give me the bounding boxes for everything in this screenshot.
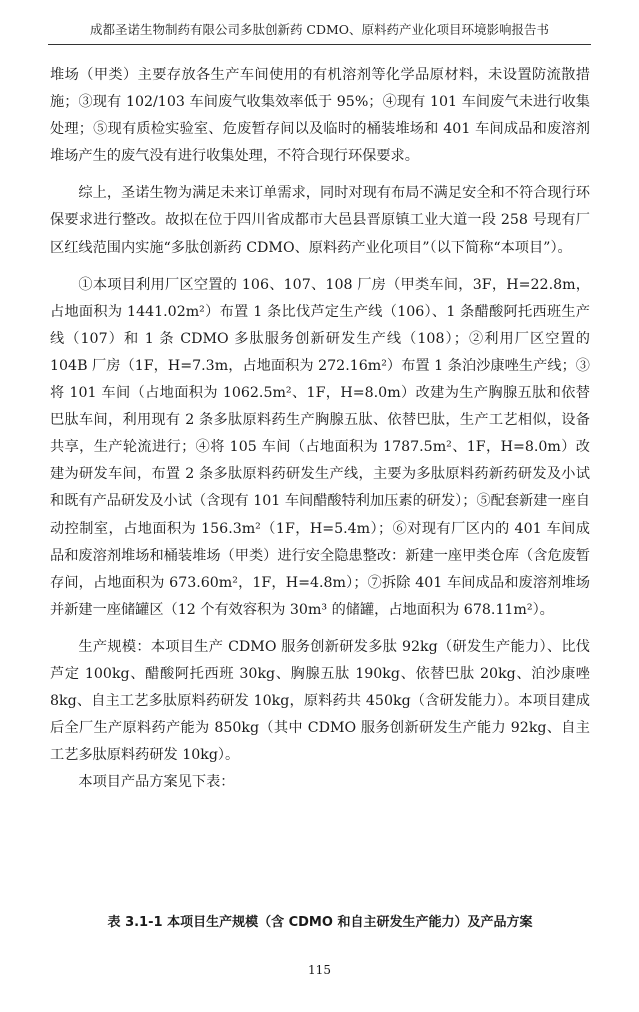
paragraph-2: 综上，圣诺生物为满足未来订单需求，同时对现有布局不满足安全和不符合现行环保要求进行整改。故拟在位于四川省成都市大邑县晋原镇工业大道一段 258 号现有厂区红线范围内实施“多肽创新药 CDMO、原料药产业化项目”（以下简称“本项目”）。 (50, 185, 590, 256)
page-number: 115 (308, 963, 331, 977)
running-header: 成都圣诺生物制药有限公司多肽创新药 CDMO、原料药产业化项目环境影响报告书 (48, 20, 591, 45)
paragraph-3: ①本项目利用厂区空置的 106、107、108 厂房（甲类车间，3F，H=22.8m，占地面积为 1441.02m²）布置 1 条比伐芦定生产线（106）、1 条醋酸阿托西班生产线（107）和 1 条 CDMO 多肽服务创新研发生产线（108）；②利用厂区空置的 104B 厂房（1F，H=7.3m，占地面积为 272.16m²）布置 1 条泊沙康唑生产线；③将 101 车间（占地面积为 1062.5m²、1F，H=8.0m）改建为生产胸腺五肽和依替巴肽车间，利用现有 2 条多肽原料药生产胸腺五肽、依替巴肽，生产工艺相似，设备共享，生产轮流进行；④将 105 车间（占地面积为 1787.5m²、1F，H=8.0m）改建为研发车间，布置 2 条多肽原料药研发生产线，主要为多肽原料药新药研发及小试和既有产品研发及小试（含现有 101 车间醋酸特利加压素的研发）；⑤配套新建一座自动控制室，占地面积为 156.3m²（1F，H=5.4m）；⑥对现有厂区内的 401 车间成品和废溶剂堆场和桶装堆场（甲类）进行安全隐患整改：新建一座甲类仓库（含危废暂存间，占地面积为 673.60m²，1F，H=4.8m）；⑦拆除 401 车间成品和废溶剂堆场并新建一座储罐区（12 个有效容积为 30m³ 的储罐，占地面积为 678.11m²）。 (50, 276, 590, 618)
table-caption: 表 3.1-1 本项目生产规模（含 CDMO 和自主研发生产能力）及产品方案 (107, 915, 533, 930)
paragraph-1: 堆场（甲类）主要存放各生产车间使用的有机溶剂等化学品原材料，未设置防流散措施；③现有 102/103 车间废气收集效率低于 95%；④现有 101 车间废气未进行收集处理；⑤现有质检实验室、危废暂存间以及临时的桶装堆场和 401 车间成品和废溶剂堆场产生的废气没有进行收集处理，不符合现行环保要求。 (50, 67, 590, 165)
paragraph-5: 本项目产品方案见下表： (78, 774, 235, 791)
paragraph-4: 生产规模：本项目生产 CDMO 服务创新研发多肽 92kg（研发生产能力）、比伐芦定 100kg、醋酸阿托西班 30kg、胸腺五肽 190kg、依替巴肽 20kg、泊沙康唑 8kg、自主工艺多肽原料药研发 10kg，原料药共 450kg（含研发能力）。本项目建成后全厂生产原料药产能为 850kg（其中 CDMO 服务创新研发生产能力 92kg、自主工艺多肽原料药研发 10kg）。 (50, 638, 590, 764)
body-text (50, 62, 590, 796)
